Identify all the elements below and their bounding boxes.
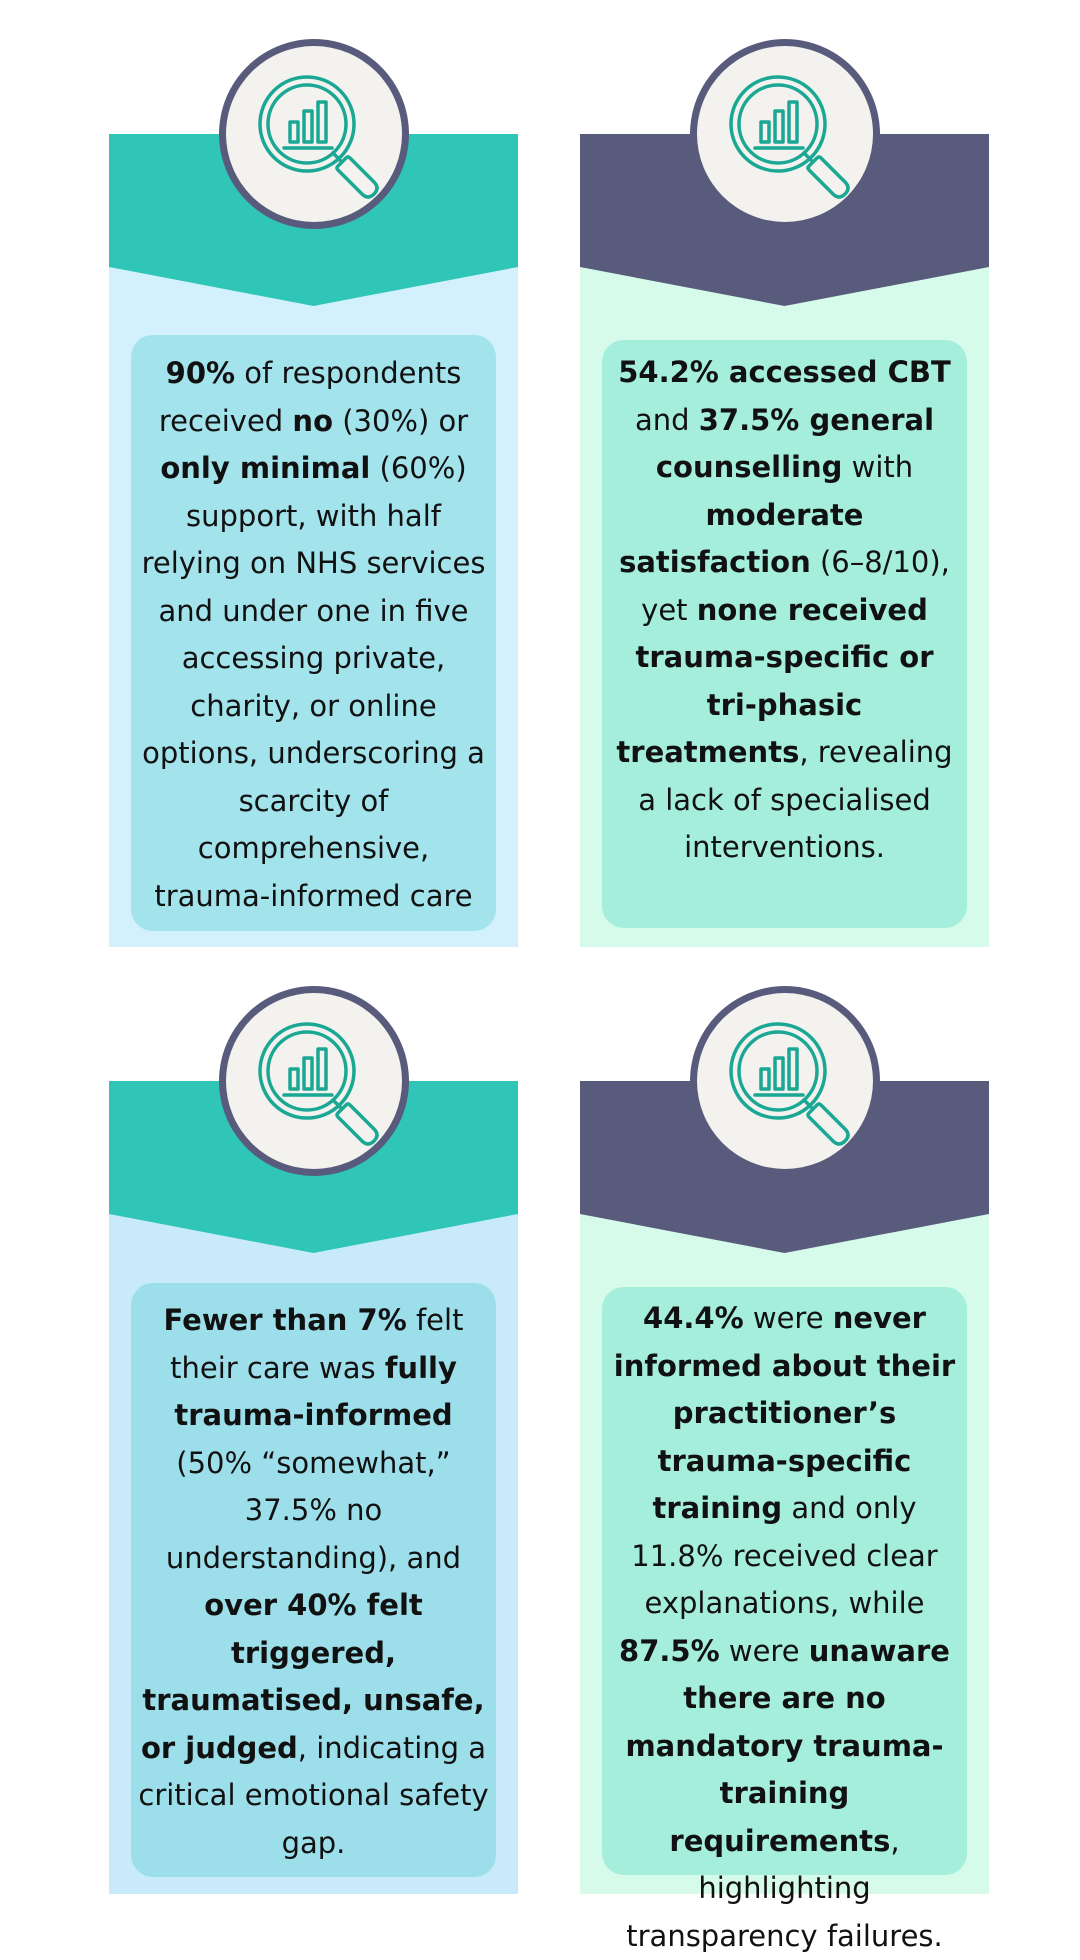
text-segment-bold: 54.2% accessed CBT [618, 355, 951, 389]
text-segment: and [634, 402, 699, 437]
text-segment: , indicating a critical emotional safety gap. [138, 1730, 489, 1860]
text-segment-bold: 87.5% [619, 1633, 720, 1668]
text-segment: (6–8/10), yet [641, 545, 950, 627]
text-segment: of respondents received [158, 356, 462, 438]
info-card-1 [109, 134, 518, 947]
card-2-text [602, 349, 967, 872]
text-segment-bold: Fewer than 7% [163, 1303, 407, 1337]
info-card-4 [580, 1081, 989, 1953]
text-segment: were [719, 1633, 809, 1668]
text-segment-bold: never informed about their practitioner’s trauma-specific training [613, 1301, 956, 1525]
text-segment-bold: only minimal [160, 451, 371, 485]
text-segment: , revealing a lack of specialised interventions. [638, 735, 953, 864]
text-segment-bold: none received trauma-specific or tri-phasic treatments [616, 592, 934, 769]
text-segment: were [743, 1301, 833, 1335]
magnifier-bar-chart-icon [214, 34, 414, 234]
text-segment: felt their care was [170, 1303, 464, 1385]
card-4-text [602, 1295, 967, 1960]
text-segment: (30%) or [333, 403, 469, 438]
card-1-text [131, 350, 496, 920]
text-segment-bold: moderate satisfaction [619, 497, 864, 579]
text-segment: (60%) support, with half relying on NHS services and under one in five accessing private, charity, or online options, underscoring a scarcity of comprehensive, trauma-informed care [141, 451, 486, 913]
text-segment-bold: no [292, 403, 333, 438]
text-segment: , highlighting transparency failures. [626, 1823, 943, 1953]
info-card-3 [109, 1081, 518, 1894]
text-segment-bold: over 40% felt triggered, traumatised, unsafe, or judged [140, 1588, 485, 1765]
text-segment-bold: 37.5% general counselling [655, 402, 935, 484]
text-segment: and only 11.8% received clear explanations, while [631, 1491, 938, 1620]
magnifier-bar-chart-icon [214, 981, 414, 1181]
text-segment: (50% “somewhat,” 37.5% no understanding), and [165, 1445, 462, 1575]
info-card-2 [580, 134, 989, 947]
text-segment-bold: unaware there are no mandatory trauma-training requirements [625, 1633, 950, 1858]
text-segment-bold: 90% [165, 356, 236, 390]
magnifier-bar-chart-icon [685, 981, 885, 1181]
text-segment-bold: 44.4% [643, 1301, 744, 1335]
text-segment: with [842, 450, 914, 484]
text-segment-bold: fully trauma-informed [174, 1350, 457, 1432]
magnifier-bar-chart-icon [685, 34, 885, 234]
card-3-text [131, 1297, 496, 1867]
